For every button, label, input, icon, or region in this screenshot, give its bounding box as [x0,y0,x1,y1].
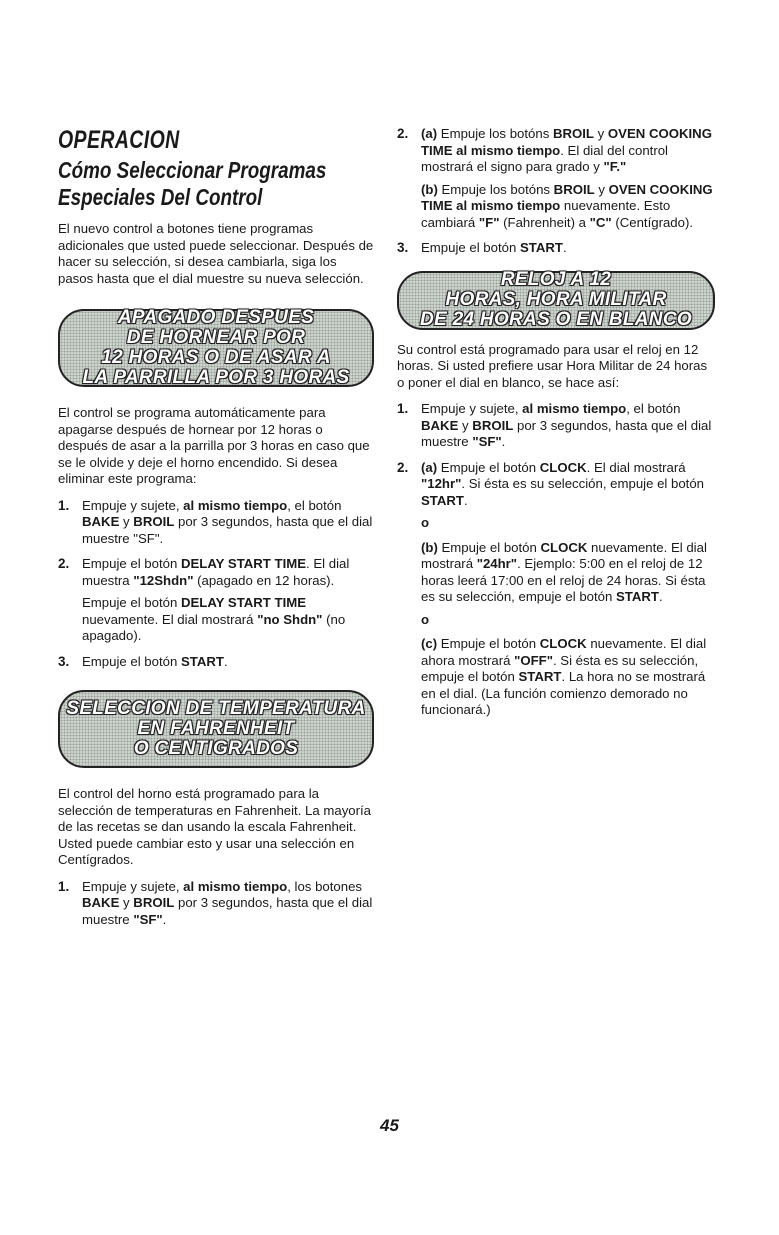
step-text: Empuje el botón START. [82,653,228,669]
temperature-steps [58,879,374,929]
list-item [58,556,374,645]
auto-shutoff-paragraph: El control se programa automáticamente para apagarse después de hornear por 12 horas o después de asar a la parrilla por 3 horas en caso que se le olvide y deje el horno encendido. Si desea eliminar este programa: [58,405,370,486]
step-text: Empuje y sujete, al mismo tiempo, los botones BAKE y BROIL por 3 segundos, hasta que el dial muestre "SF". [82,878,373,927]
banner-clock-mode-text: RELOJ A 12 HORAS, HORA MILITAR DE 24 HORAS O EN BLANCO [420,269,692,330]
step-number: 1. [397,401,409,416]
step-text: (b) Empuje los botóns BROIL y OVEN COOKING TIME al mismo tiempo nuevamente. Esto cambiará "F" (Fahrenheit) a "C" (Centígrado). [421,181,713,230]
step-number: 1. [58,497,70,513]
step-text: Empuje el botón START. [421,240,567,255]
section-subheading-line-2: Especiales Del Control [58,184,263,210]
left-column [58,126,374,937]
step-number: 2. [58,556,70,571]
or-separator: o [421,515,430,530]
banner-clock-mode [397,271,715,330]
step-number: 2. [397,459,409,475]
list-item [58,879,374,929]
step-text: (c) Empuje el botón CLOCK nuevamente. El dial ahora mostrará "OFF". Si ésta es su selección, empuje el botón START. La hora no se mostrará en el dial. (La función comienzo demorado no funcionará.) [421,636,707,717]
intro-paragraph: El nuevo control a botones tiene programas adicionales que usted puede seleccionar. Después de hacer su selección, si desea cambiarla, siga los pasos hasta que el dial muestre su nueva selección. [58,221,374,286]
list-item [397,401,715,451]
step-text: (a) Empuje el botón CLOCK. El dial mostrará "12hr". Si ésta es su selección, empuje el botón START. [421,459,705,508]
banner-auto-shutoff-text: APAGADO DESPUES DE HORNEAR POR 12 HORAS O DE ASAR A LA PARRILLA POR 3 HORAS [82,307,350,388]
section-subheading-line-1: Cómo Seleccionar Programas [58,157,327,183]
banner-auto-shutoff [58,309,374,387]
temperature-steps-continued [397,126,715,257]
list-item [397,240,715,257]
list-item [397,460,715,719]
step-text: (a) Empuje los botóns BROIL y OVEN COOKING TIME al mismo tiempo. El dial del control mostrará el signo para grado y "F." [421,126,712,174]
step-text: Empuje y sujete, al mismo tiempo, el botón BAKE y BROIL por 3 segundos, hasta que el dial muestre "SF". [421,401,712,449]
list-item [397,126,715,231]
auto-shutoff-steps [58,498,374,671]
banner-temperature-selection [58,690,374,768]
temperature-paragraph: El control del horno está programado para la selección de temperaturas en Fahrenheit. La mayoría de las recetas se dan usando la escala Fahrenheit. Usted puede cambiar esto y usar una selección en Centígrados. [58,786,372,867]
banner-temperature-selection-text: SELECCION DE TEMPERATURA EN FAHRENHEIT O CENTIGRADOS [66,698,366,759]
step-number: 2. [397,126,409,141]
list-item [58,498,374,548]
step-number: 1. [58,878,70,894]
step-number: 3. [58,653,70,669]
step-number: 3. [397,240,409,255]
right-column [397,126,715,728]
list-item [58,654,374,671]
section-heading: OPERACION [58,126,180,154]
or-separator: o [421,611,430,627]
step-text: Empuje y sujete, al mismo tiempo, el botón BAKE y BROIL por 3 segundos, hasta que el dial muestre "SF". [82,497,373,546]
step-text: Empuje el botón DELAY START TIME nuevamente. El dial mostrará "no Shdn" (no apagado). [82,595,346,643]
page-number: 45 [380,1116,399,1135]
step-text: Empuje el botón DELAY START TIME. El dial muestra "12Shdn" (apagado en 12 horas). [82,556,350,588]
step-text: (b) Empuje el botón CLOCK nuevamente. El dial mostrará "24hr". Ejemplo: 5:00 en el reloj de 12 horas leerá 17:00 en el reloj de 24 horas. Si ésta es su selección, empuje el botón START. [421,539,707,604]
clock-mode-paragraph: Su control está programado para usar el reloj en 12 horas. Si usted prefiere usar Hora Militar de 24 horas o poner el dial en blanco, se hace así: [397,341,708,390]
clock-mode-steps [397,401,715,719]
